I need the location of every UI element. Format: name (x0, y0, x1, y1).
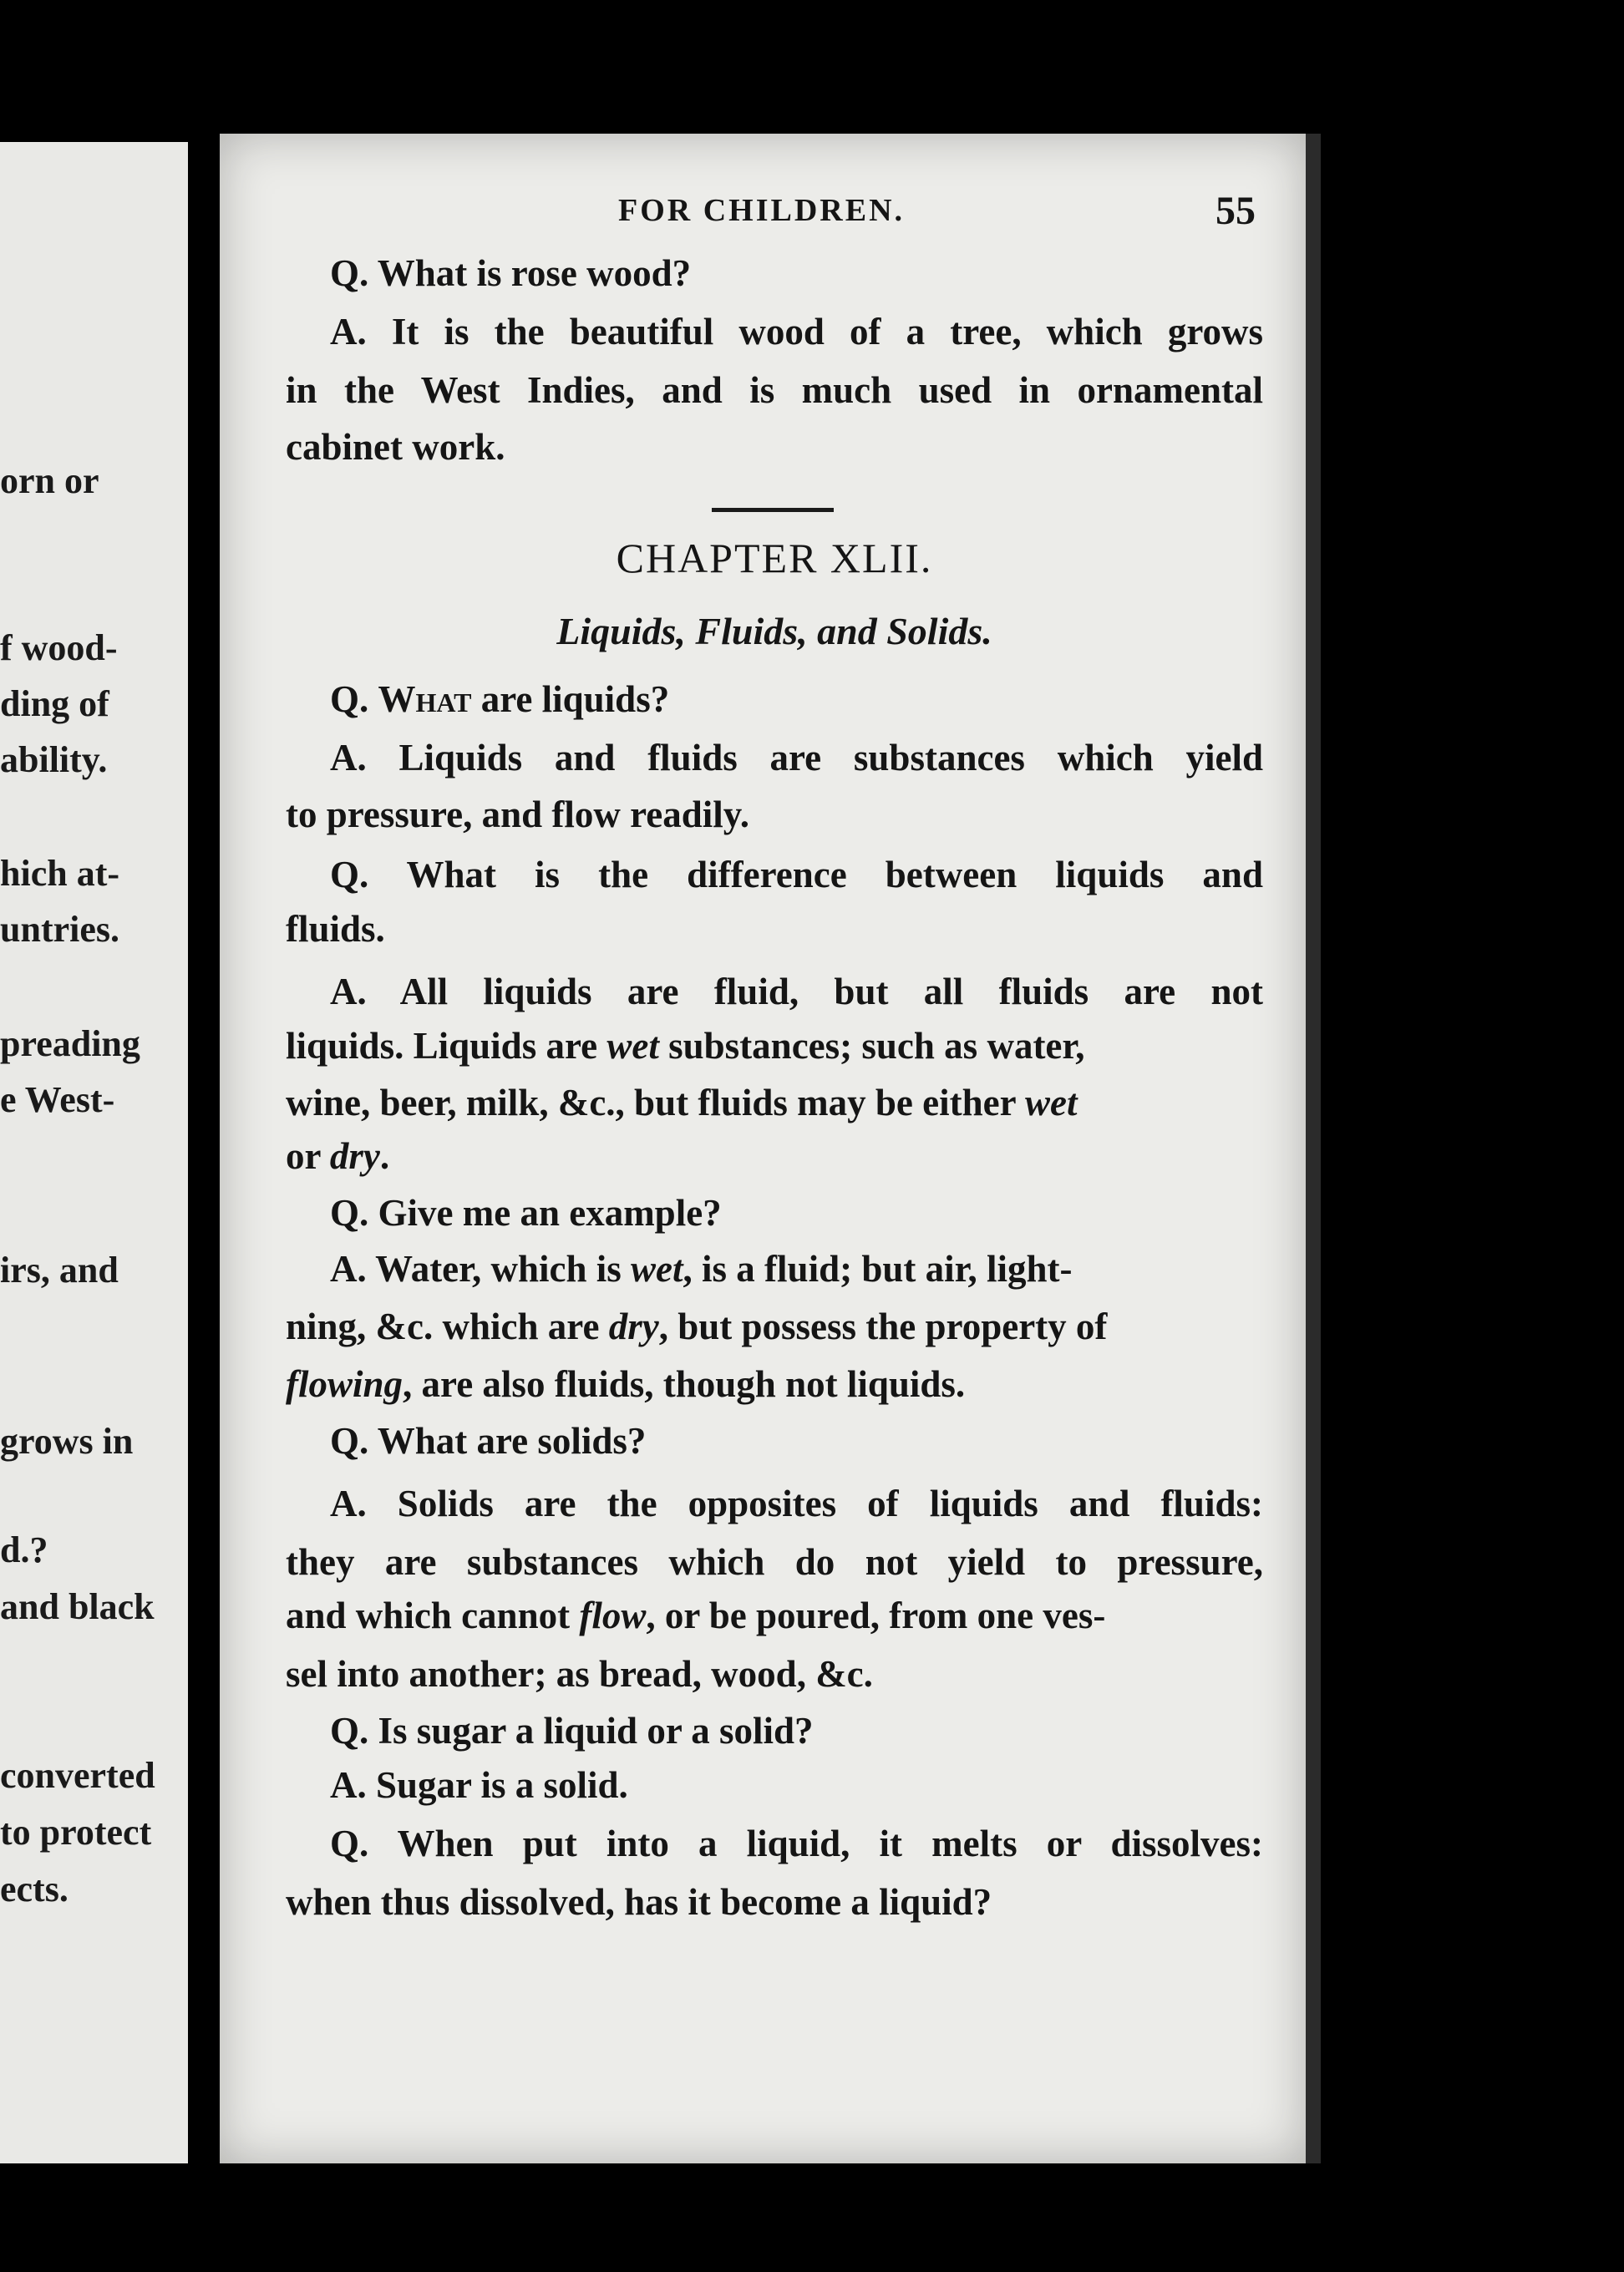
q-label: Q. (330, 678, 369, 720)
question-line: when thus dissolved, has it become a liquid? (286, 1881, 992, 1923)
italic-word: flowing (286, 1363, 403, 1405)
text-run: A. Water, which is (330, 1248, 622, 1290)
left-page-fragment (0, 142, 188, 2163)
question-line: Q. What is the difference between liquids and (330, 854, 1263, 895)
left-fragment-line: untries. (0, 909, 119, 950)
answer-line: they are substances which do not yield to pressure, (286, 1541, 1263, 1583)
answer-rosewood-line: cabinet work. (286, 426, 505, 468)
q-text: are liquids? (480, 678, 670, 720)
answer-line: sel into another; as bread, wood, &c. (286, 1653, 873, 1695)
answer-line (286, 1027, 1263, 1065)
answer-rosewood-line: A. It is the beautiful wood of a tree, which grows (330, 311, 1263, 352)
text-run: , is a fluid; but air, light- (683, 1248, 1073, 1290)
question-line: fluids. (286, 908, 385, 950)
italic-word: dry (608, 1306, 659, 1347)
italic-word: wet (631, 1248, 683, 1290)
left-fragment-line: f wood- (0, 627, 118, 668)
text-run: , but possess the property of (658, 1306, 1108, 1347)
left-fragment-line: hich at- (0, 853, 119, 894)
text-run: wine, beer, milk, &c., but fluids may be either (286, 1082, 1016, 1123)
page-number: 55 (1215, 189, 1256, 233)
left-fragment-line: ding of (0, 683, 109, 724)
question-line: Q. Give me an example? (330, 1192, 722, 1234)
text-run: liquids. Liquids are (286, 1025, 598, 1067)
question-line: Q. When put into a liquid, it melts or dissolves: (330, 1823, 1263, 1864)
left-fragment-line: ects. (0, 1869, 69, 1909)
italic-word: flow (579, 1595, 647, 1636)
answer-line (286, 1363, 1263, 1405)
italic-word: dry (329, 1135, 380, 1177)
answer-line (330, 1250, 1263, 1288)
text-run: substances; such as water, (668, 1025, 1085, 1067)
answer-line: A. Sugar is a solid. (330, 1764, 628, 1806)
answer-rosewood-line: in the West Indies, and is much used in ornamental (286, 369, 1263, 411)
section-rule (712, 508, 834, 512)
text-run: or (286, 1135, 321, 1177)
text-run: and which cannot (286, 1595, 571, 1636)
italic-word: wet (606, 1025, 659, 1067)
answer-line: to pressure, and flow readily. (286, 794, 750, 835)
question-liquids (330, 678, 1263, 720)
answer-line (286, 1597, 1263, 1635)
left-fragment-line: and black (0, 1586, 155, 1627)
page-edge (1306, 134, 1321, 2163)
answer-line (286, 1308, 1263, 1346)
answer-line: A. Solids are the opposites of liquids and fluids: (330, 1483, 1263, 1524)
drop-word: What (378, 678, 472, 720)
book-gutter (188, 142, 220, 2163)
running-header: FOR CHILDREN. (618, 193, 906, 228)
chapter-subtitle: Liquids, Fluids, and Solids. (556, 610, 992, 652)
chapter-title: CHAPTER XLII. (616, 535, 933, 581)
left-fragment-line: d.? (0, 1529, 48, 1570)
left-fragment-line: preading (0, 1023, 140, 1064)
left-fragment-line: to protect (0, 1812, 152, 1853)
left-fragment-line: orn or (0, 460, 99, 501)
left-fragment-line: converted (0, 1755, 155, 1796)
left-fragment-line: e West- (0, 1079, 115, 1120)
italic-word: wet (1025, 1082, 1078, 1123)
text-run: , are also fluids, though not liquids. (403, 1363, 966, 1405)
left-fragment-line: grows in (0, 1421, 134, 1462)
answer-line (286, 1135, 1263, 1177)
question-line: Q. Is sugar a liquid or a solid? (330, 1710, 814, 1752)
left-fragment-line: ability. (0, 739, 108, 780)
question-line: Q. What are solids? (330, 1420, 647, 1462)
answer-line: A. All liquids are fluid, but all fluids are not (330, 971, 1263, 1012)
question-rosewood: Q. What is rose wood? (330, 252, 692, 294)
answer-line: A. Liquids and fluids are substances which yield (330, 737, 1263, 778)
text-run: ning, &c. which are (286, 1306, 600, 1347)
left-fragment-line: irs, and (0, 1250, 119, 1291)
answer-line (286, 1084, 1263, 1122)
text-run: , or be poured, from one ves- (646, 1595, 1106, 1636)
text-run: . (379, 1135, 390, 1177)
